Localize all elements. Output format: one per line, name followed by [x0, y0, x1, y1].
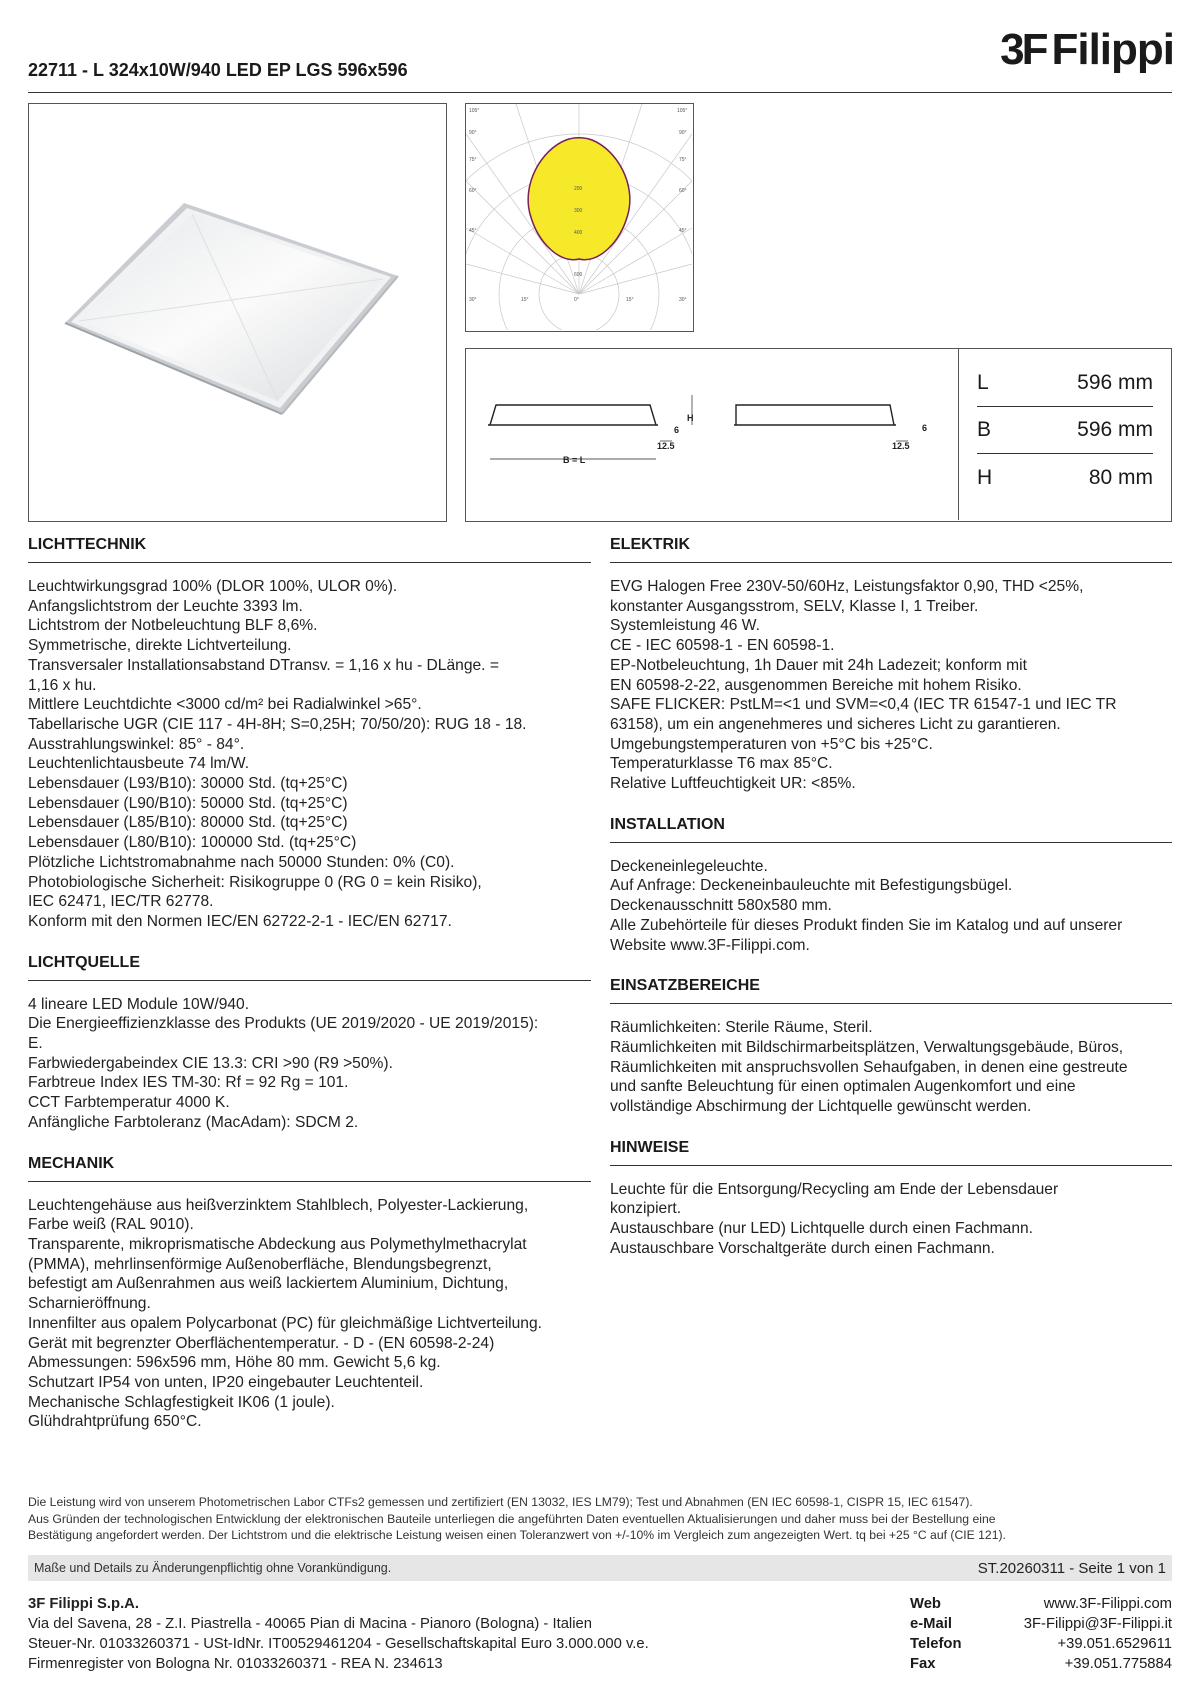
header-divider [28, 92, 1172, 93]
section-line: Relative Luftfeuchtigkeit UR: <85%. [610, 775, 856, 793]
section-line: Temperaturklasse T6 max 85°C. [610, 755, 833, 773]
section-line: Abmessungen: 596x596 mm, Höhe 80 mm. Gewicht 5,6 kg. [28, 1354, 441, 1372]
section-line: Lichtstrom der Notbeleuchtung BLF 8,6%. [28, 617, 318, 635]
label-6b: 6 [922, 423, 928, 433]
section-heading: LICHTQUELLE [28, 948, 591, 981]
section-line: Plötzliche Lichtstromabnahme nach 50000 Stunden: 0% (C0). [28, 853, 455, 871]
label-125a: 12.5 [657, 441, 675, 451]
dimension-drawing [466, 349, 959, 520]
section-line: Räumlichkeiten mit Bildschirmarbeitsplätzen, Verwaltungsgebäude, Büros, [610, 1038, 1124, 1056]
section-body [610, 1004, 1172, 1133]
section-line: Die Energieeffizienzklasse des Produkts (UE 2019/2020 - UE 2019/2015): [28, 1015, 539, 1033]
company-line: Via del Savena, 28 - Z.I. Piastrella - 40065 Pian di Macina - Pianoro (Bologna) - Italien [28, 1616, 592, 1632]
polar-bottom-label: 30° [679, 297, 687, 303]
polar-radial-label: 400 [574, 230, 583, 236]
company-info [28, 1594, 788, 1674]
polar-radial-label: 600 [574, 272, 583, 278]
polar-bottom-label: 15° [521, 297, 529, 303]
section-heading: LICHTTECHNIK [28, 530, 591, 563]
polar-right-label: 60° [679, 188, 687, 194]
dimension-table [959, 349, 1171, 520]
section-line: Deckeneinlegeleuchte. [610, 857, 768, 875]
section-line: konzipiert. [610, 1200, 682, 1218]
dimension-key: L [977, 371, 989, 394]
section-line: Konform mit den Normen IEC/EN 62722-2-1 - IEC/EN 62717. [28, 912, 452, 930]
dimension-row [977, 360, 1153, 407]
section-line: Austauschbare Vorschaltgeräte durch einen Fachmann. [610, 1239, 995, 1257]
section-line: Mechanische Schlagfestigkeit IK06 (1 joule). [28, 1393, 335, 1411]
section-line: Farbwiedergabeindex CIE 13.3: CRI >90 (R9 >50%). [28, 1054, 393, 1072]
section-line: Leuchtenlichtausbeute 74 lm/W. [28, 755, 250, 773]
section-line: Leuchtengehäuse aus heißverzinktem Stahlblech, Polyester-Lackierung, [28, 1196, 529, 1214]
section-line: Scharnieröffnung. [28, 1295, 151, 1313]
section-line: befestigt am Außenrahmen aus weiß lackiertem Aluminium, Dichtung, [28, 1275, 509, 1293]
product-image-frame [28, 103, 447, 522]
label-h: H [687, 413, 694, 423]
section-line: SAFE FLICKER: PstLM=<1 und SVM=<0,4 (IEC TR 61547-1 und IEC TR [610, 696, 1117, 714]
polar-left-label: 75° [469, 157, 477, 163]
polar-left-label: 105° [469, 108, 480, 114]
section-line: (PMMA), mehrlinsenförmige Außenoberfläche, Blendungsbegrenzt, [28, 1255, 492, 1273]
polar-curve [528, 138, 630, 260]
brand-logo [1000, 26, 1174, 74]
polar-bottom-label: 0° [574, 297, 579, 303]
section-body [28, 981, 591, 1149]
polar-left-label: 60° [469, 188, 477, 194]
dimension-value: 596 mm [1077, 371, 1153, 394]
label-6a: 6 [674, 425, 680, 435]
section-line: Website www.3F-Filippi.com. [610, 936, 810, 954]
contact-row [910, 1654, 1172, 1674]
polar-right-label: 75° [679, 157, 687, 163]
polar-right-label: 105° [677, 108, 688, 114]
section-line: Auf Anfrage: Deckeneinbauleuchte mit Befestigungsbügel. [610, 877, 1013, 895]
section-line: Gerät mit begrenzter Oberflächentemperatur. - D - (EN 60598-2-24) [28, 1334, 495, 1352]
section-line: IEC 62471, IEC/TR 62778. [28, 893, 214, 911]
section-line: Innenfilter aus opalem Polycarbonat (PC) für gleichmäßige Lichtverteilung. [28, 1314, 542, 1332]
website-link[interactable]: www.3F-Filippi.com [1043, 1596, 1172, 1612]
polar-right-label: 90° [679, 130, 687, 136]
section-line: Lebensdauer (L93/B10): 30000 Std. (tq+25°C) [28, 775, 348, 793]
dimension-row [977, 407, 1153, 454]
section-line: Tabellarische UGR (CIE 117 - 4H-8H; S=0,25H; 70/50/20): RUG 18 - 18. [28, 715, 527, 733]
section-line: Leuchte für die Entsorgung/Recycling am Ende der Lebensdauer [610, 1180, 1059, 1198]
dimension-key: B [977, 418, 992, 441]
section-line: 1,16 x hu. [28, 676, 97, 694]
page-info: ST.20260311 - Seite 1 von 1 [977, 1559, 1166, 1577]
section-line: E. [28, 1035, 43, 1053]
section-heading: MECHANIK [28, 1149, 591, 1182]
section-line: Transparente, mikroprismatische Abdeckung aus Polymethylmethacrylat [28, 1235, 527, 1253]
section-line: Lebensdauer (L80/B10): 100000 Std. (tq+25°C) [28, 834, 357, 852]
section-line: Anfangslichtstrom der Leuchte 3393 lm. [28, 597, 303, 615]
section-line: und sanfte Beleuchtung für einen optimalen Augenkomfort und eine [610, 1078, 1076, 1096]
polar-left-label: 90° [469, 130, 477, 136]
section-body [28, 563, 591, 948]
section-line: EVG Halogen Free 230V-50/60Hz, Leistungsfaktor 0,90, THD <25%, [610, 578, 1084, 595]
label-125b: 12.5 [892, 441, 910, 451]
company-line: Steuer-Nr. 01033260371 - USt-IdNr. IT00529461204 - Gesellschaftskapital Euro 3.000.000 v.e. [28, 1636, 649, 1652]
section-line: CE - IEC 60598-1 - EN 60598-1. [610, 637, 835, 655]
polar-diagram-frame [465, 103, 694, 332]
fax-value: +39.051.775884 [1064, 1656, 1172, 1672]
section-heading: INSTALLATION [610, 810, 1172, 843]
left-column [28, 530, 591, 1448]
section-body [610, 843, 1172, 972]
company-line: Firmenregister von Bologna Nr. 01033260371 - REA N. 234613 [28, 1656, 443, 1672]
section-heading: ELEKTRIK [610, 530, 1172, 563]
dimension-value: 80 mm [1088, 465, 1153, 489]
section-line: Farbe weiß (RAL 9010). [28, 1216, 194, 1234]
contact-row [910, 1594, 1172, 1614]
section-line: konstanter Ausgangsstrom, SELV, Klasse I, 1 Treiber. [610, 597, 979, 615]
section-line: Lebensdauer (L85/B10): 80000 Std. (tq+25°C) [28, 814, 348, 832]
dimensions-frame [465, 348, 1172, 522]
footnote-line: Bestätigung angefordert werden. Der Lichtstrom und die elektrische Leistung weisen einen Toleranzwert von +/-10% im Vergleich zum angezeigten Wert. tq bei +25 °C auf (CIE 121). [28, 1528, 1006, 1542]
section-heading: HINWEISE [610, 1133, 1172, 1166]
contact-key: Web [910, 1596, 941, 1612]
section-line: Austauschbare (nur LED) Lichtquelle durch einen Fachmann. [610, 1220, 1034, 1238]
section-line: 63158), um ein angenehmeres und sicheres Licht zu garantieren. [610, 715, 1061, 733]
section-line: EP-Notbeleuchtung, 1h Dauer mit 24h Ladezeit; konform mit [610, 656, 1027, 674]
logo-text: Filippi [1051, 25, 1174, 74]
section-line: Schutzart IP54 von unten, IP20 eingebauter Leuchtenteil. [28, 1373, 424, 1391]
dimension-value: 596 mm [1077, 418, 1153, 441]
section-line: 4 lineare LED Module 10W/940. [28, 995, 250, 1013]
label-bl: B = L [563, 455, 586, 465]
polar-right-label: 45° [679, 228, 687, 234]
contact-info [910, 1594, 1172, 1674]
disclaimer-text: Maße und Details zu Änderungenpflichtig ohne Vorankündigung. [34, 1561, 392, 1575]
product-title: 22711 - L 324x10W/940 LED EP LGS 596x596 [28, 60, 408, 80]
section-line: EN 60598-2-22, ausgenommen Bereiche mit hohem Risiko. [610, 676, 1022, 694]
contact-row [910, 1634, 1172, 1654]
section-line: Ausstrahlungswinkel: 85° - 84°. [28, 735, 245, 753]
section-line: vollständige Abschirmung der Lichtquelle gewünscht werden. [610, 1098, 1032, 1116]
section-line: Anfängliche Farbtoleranz (MacAdam): SDCM 2. [28, 1113, 359, 1131]
section-line: Mittlere Leuchtdichte <3000 cd/m² bei Radialwinkel >65°. [28, 696, 422, 714]
section-line: Transversaler Installationsabstand DTransv. = 1,16 x hu - DLänge. = [28, 656, 499, 674]
company-name: 3F Filippi S.p.A. [28, 1596, 139, 1612]
polar-diagram [466, 104, 692, 330]
polar-bottom-label: 15° [626, 297, 634, 303]
disclaimer-bar [28, 1555, 1172, 1581]
phone-value: +39.051.6529611 [1057, 1636, 1172, 1652]
logo-mark: 3F [1000, 25, 1046, 74]
dimension-row [977, 454, 1153, 501]
section-line: Umgebungstemperaturen von +5°C bis +25°C. [610, 735, 933, 753]
section-line: Räumlichkeiten mit anspruchsvollen Sehaufgaben, in denen eine gestreute [610, 1058, 1128, 1076]
section-line: Alle Zubehörteile für dieses Produkt finden Sie im Katalog und auf unserer [610, 916, 1123, 934]
polar-radial-label: 300 [574, 208, 583, 214]
section-body [610, 563, 1172, 810]
polar-left-label: 45° [469, 228, 477, 234]
polar-bottom-label: 30° [469, 297, 477, 303]
contact-row [910, 1614, 1172, 1634]
right-column [610, 530, 1172, 1275]
section-line: CCT Farbtemperatur 4000 K. [28, 1094, 230, 1112]
contact-key: Telefon [910, 1636, 962, 1652]
section-heading: EINSATZBEREICHE [610, 971, 1172, 1004]
section-line: Farbtreue Index IES TM-30: Rf = 92 Rg = 101. [28, 1074, 349, 1092]
section-line: Glühdrahtprüfung 650°C. [28, 1413, 202, 1431]
product-image [29, 104, 445, 520]
section-line: Systemleistung 46 W. [610, 617, 760, 635]
section-body [28, 1182, 591, 1448]
section-body [610, 1166, 1172, 1275]
section-line: Lebensdauer (L90/B10): 50000 Std. (tq+25°C) [28, 794, 348, 812]
footnote-line: Die Leistung wird von unserem Photometrischen Labor CTFs2 gemessen und zertifiziert (EN 13032, IES LM79); Test und Abnahmen (EN IEC 60598-1, CISPR 15, IEC 61547). [28, 1495, 973, 1509]
footnote [28, 1494, 1172, 1544]
section-line: Deckenausschnitt 580x580 mm. [610, 897, 832, 915]
section-line: Photobiologische Sicherheit: Risikogruppe 0 (RG 0 = kein Risiko), [28, 873, 482, 891]
polar-radial-label: 200 [574, 186, 583, 192]
footnote-line: Aus Gründen der technologischen Entwicklung der elektronischen Bauteile unterliegen die angeführten Daten eventuellen Aktualisierungen und daher muss bei der Bestellung eine [28, 1511, 996, 1526]
contact-key: Fax [910, 1656, 936, 1672]
section-line: Leuchtwirkungsgrad 100% (DLOR 100%, ULOR 0%). [28, 578, 398, 595]
section-line: Räumlichkeiten: Sterile Räume, Steril. [610, 1019, 873, 1037]
section-drawings [466, 349, 959, 520]
section-line: Symmetrische, direkte Lichtverteilung. [28, 637, 292, 655]
contact-key: e-Mail [910, 1616, 952, 1632]
dimension-key: H [977, 465, 993, 489]
email-link[interactable]: 3F-Filippi@3F-Filippi.it [1023, 1616, 1172, 1632]
